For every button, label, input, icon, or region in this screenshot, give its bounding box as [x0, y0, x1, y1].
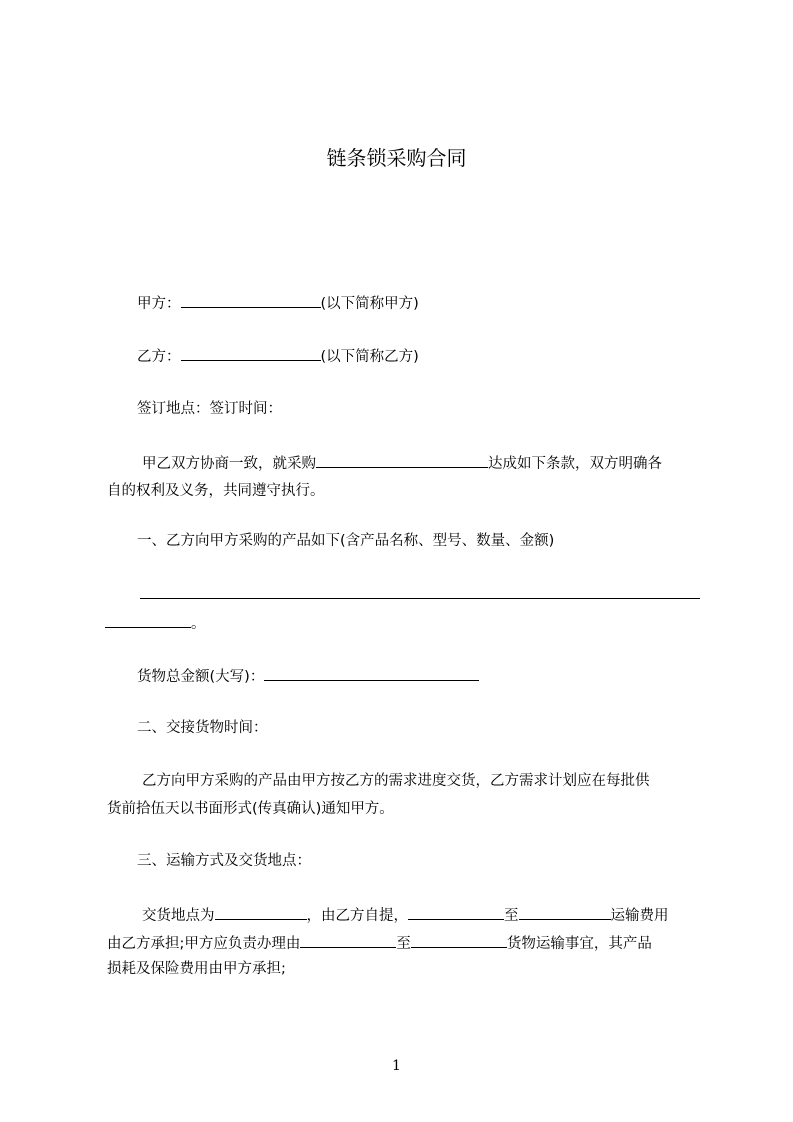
intro-suffix: 达成如下条款，双方明确各: [488, 456, 662, 472]
party-a-suffix: (以下简称甲方): [320, 296, 419, 312]
section-3-line-2: [107, 932, 652, 954]
route-from-blank: [408, 904, 504, 920]
self-pickup-text: ，由乙方自提，: [306, 908, 408, 924]
delivery-place-blank: [215, 904, 307, 920]
product-blank-line-2: [105, 612, 206, 634]
purchase-item-blank: [316, 452, 488, 468]
section-2-heading: 二、交接货物时间：: [137, 720, 268, 736]
party-b-suffix: (以下简称乙方): [320, 349, 419, 365]
party-a-blank: [181, 292, 321, 308]
transport-to-text: 至: [396, 936, 411, 952]
total-amount-line: [137, 665, 479, 687]
intro-line-2: 自的权利及义务，共同遵守执行。: [107, 483, 325, 499]
section-3-line-1: [142, 904, 669, 926]
party-b-line: [137, 345, 419, 367]
party-a-label: 甲方：: [137, 296, 181, 312]
total-amount-blank: [264, 665, 479, 681]
party-b-label: 乙方：: [137, 349, 181, 365]
product-blank-line-1: [140, 583, 700, 605]
transport-matters-text: 货物运输事宜，其产品: [506, 936, 652, 952]
sign-place-time: 签订地点：签订时间：: [137, 401, 282, 417]
page-number: 1: [392, 1058, 401, 1074]
route-to-blank: [519, 904, 611, 920]
total-amount-label: 货物总金额(大写)：: [137, 669, 265, 685]
product-end-mark: 。: [191, 616, 206, 632]
transport-from-blank: [300, 932, 396, 948]
transport-to-blank: [411, 932, 507, 948]
section-3-line-3: 损耗及保险费用由甲方承担;: [107, 961, 286, 977]
party-b-blank: [181, 345, 321, 361]
route-to-text: 至: [504, 908, 519, 924]
document-title: 链条锁采购合同: [326, 146, 467, 170]
product-blank-cont: [105, 612, 191, 628]
delivery-place-label: 交货地点为: [142, 908, 215, 924]
party-a-line: [137, 292, 419, 314]
section-1-heading: 一、乙方向甲方采购的产品如下(含产品名称、型号、数量、金额): [137, 533, 555, 549]
product-blank: [140, 583, 700, 599]
section-2-line-2: 货前拾伍天以书面形式(传真确认)通知甲方。: [107, 801, 394, 817]
section-3-heading: 三、运输方式及交货地点：: [137, 853, 311, 869]
party-a-handling-text: 由乙方承担;甲方应负责办理由: [107, 936, 301, 952]
section-2-line-1: 乙方向甲方采购的产品由甲方按乙方的需求进度交货，乙方需求计划应在每批供: [142, 773, 650, 789]
intro-line-1: [142, 452, 662, 474]
freight-text: 运输费用: [610, 908, 669, 924]
intro-prefix: 甲乙双方协商一致，就采购: [142, 456, 316, 472]
